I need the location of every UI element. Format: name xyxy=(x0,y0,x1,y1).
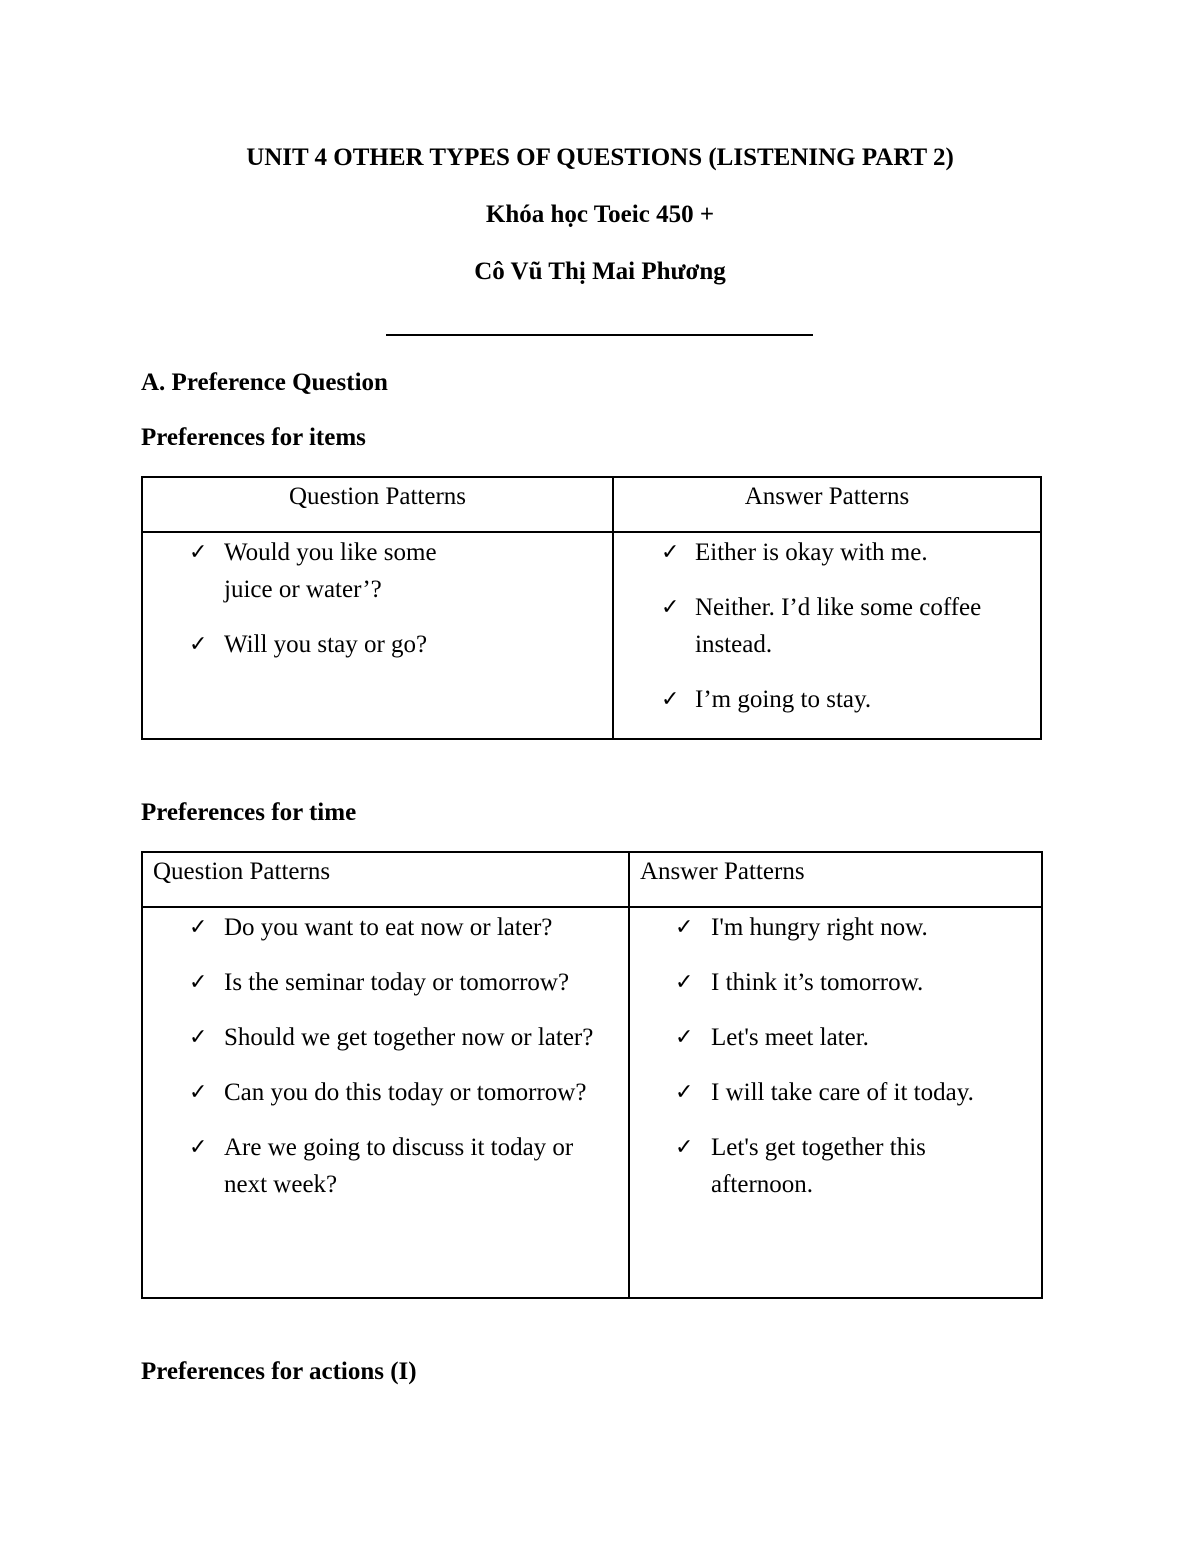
checkmark-icon: ✓ xyxy=(675,1135,694,1160)
checkmark-icon: ✓ xyxy=(661,595,680,620)
items-question-header: Question Patterns xyxy=(142,477,613,532)
items-table-header-row xyxy=(142,477,1041,532)
list-item xyxy=(143,534,489,608)
list-item xyxy=(143,626,489,663)
items-question-list xyxy=(143,533,612,663)
list-item-text: Should we get together now or later? xyxy=(224,1024,594,1051)
list-item-text: I will take care of it today. xyxy=(711,1079,974,1106)
time-heading: Preferences for time xyxy=(141,799,357,826)
course-name: Khóa học Toeic 450 + xyxy=(485,201,715,228)
list-item-text: I think it’s tomorrow. xyxy=(711,969,924,996)
checkmark-icon: ✓ xyxy=(189,1080,208,1105)
time-question-cell xyxy=(142,907,629,1298)
teacher-name: Cô Vũ Thị Mai Phương xyxy=(474,258,726,285)
time-table-body-row xyxy=(142,907,1042,1298)
section-a-heading: A. Preference Question xyxy=(141,369,388,396)
list-item xyxy=(143,909,619,946)
list-item xyxy=(143,1019,619,1056)
checkmark-icon: ✓ xyxy=(189,1135,208,1160)
time-answer-header: Answer Patterns xyxy=(629,852,1042,907)
checkmark-icon: ✓ xyxy=(675,1025,694,1050)
time-table-header-row xyxy=(142,852,1042,907)
list-item xyxy=(630,964,1011,1001)
list-item xyxy=(614,681,1025,718)
items-answer-list xyxy=(614,533,1040,718)
list-item xyxy=(630,1129,1011,1203)
list-item-text: Can you do this today or tomorrow? xyxy=(224,1079,587,1106)
list-item xyxy=(143,1129,619,1203)
list-item-text: I'm hungry right now. xyxy=(711,914,928,941)
list-item-text: Let's meet later. xyxy=(711,1024,869,1051)
time-question-header: Question Patterns xyxy=(142,852,629,907)
list-item xyxy=(630,1019,1011,1056)
time-answer-list xyxy=(630,908,1041,1203)
checkmark-icon: ✓ xyxy=(675,970,694,995)
list-item xyxy=(614,534,1025,571)
list-item-text: Let's get together this afternoon. xyxy=(711,1134,926,1198)
checkmark-icon: ✓ xyxy=(189,970,208,995)
checkmark-icon: ✓ xyxy=(189,540,208,565)
list-item-text: I’m going to stay. xyxy=(695,686,872,713)
list-item xyxy=(614,589,1025,663)
time-answer-cell xyxy=(629,907,1042,1298)
time-table xyxy=(141,851,1043,1299)
list-item xyxy=(630,909,1011,946)
items-question-cell xyxy=(142,532,613,739)
checkmark-icon: ✓ xyxy=(675,1080,694,1105)
list-item-text: Either is okay with me. xyxy=(695,539,928,566)
items-heading: Preferences for items xyxy=(141,424,366,451)
checkmark-icon: ✓ xyxy=(189,915,208,940)
list-item xyxy=(630,1074,1011,1111)
list-item-text: Do you want to eat now or later? xyxy=(224,914,553,941)
items-answer-cell xyxy=(613,532,1041,739)
document-title: UNIT 4 OTHER TYPES OF QUESTIONS (LISTENING PART 2) xyxy=(246,144,954,171)
items-table xyxy=(141,476,1042,740)
checkmark-icon: ✓ xyxy=(661,687,680,712)
list-item xyxy=(143,964,619,1001)
actions-heading: Preferences for actions (I) xyxy=(141,1358,417,1385)
checkmark-icon: ✓ xyxy=(661,540,680,565)
list-item-text: Would you like some juice or water’? xyxy=(224,539,437,603)
list-item-text: Neither. I’d like some coffee instead. xyxy=(695,594,982,658)
title-divider xyxy=(386,334,813,336)
list-item-text: Will you stay or go? xyxy=(224,631,428,658)
checkmark-icon: ✓ xyxy=(189,632,208,657)
checkmark-icon: ✓ xyxy=(675,915,694,940)
items-table-body-row xyxy=(142,532,1041,739)
time-question-list xyxy=(143,908,628,1203)
list-item-text: Is the seminar today or tomorrow? xyxy=(224,969,570,996)
checkmark-icon: ✓ xyxy=(189,1025,208,1050)
items-answer-header: Answer Patterns xyxy=(613,477,1041,532)
list-item-text: Are we going to discuss it today or next week? xyxy=(224,1134,574,1198)
list-item xyxy=(143,1074,619,1111)
